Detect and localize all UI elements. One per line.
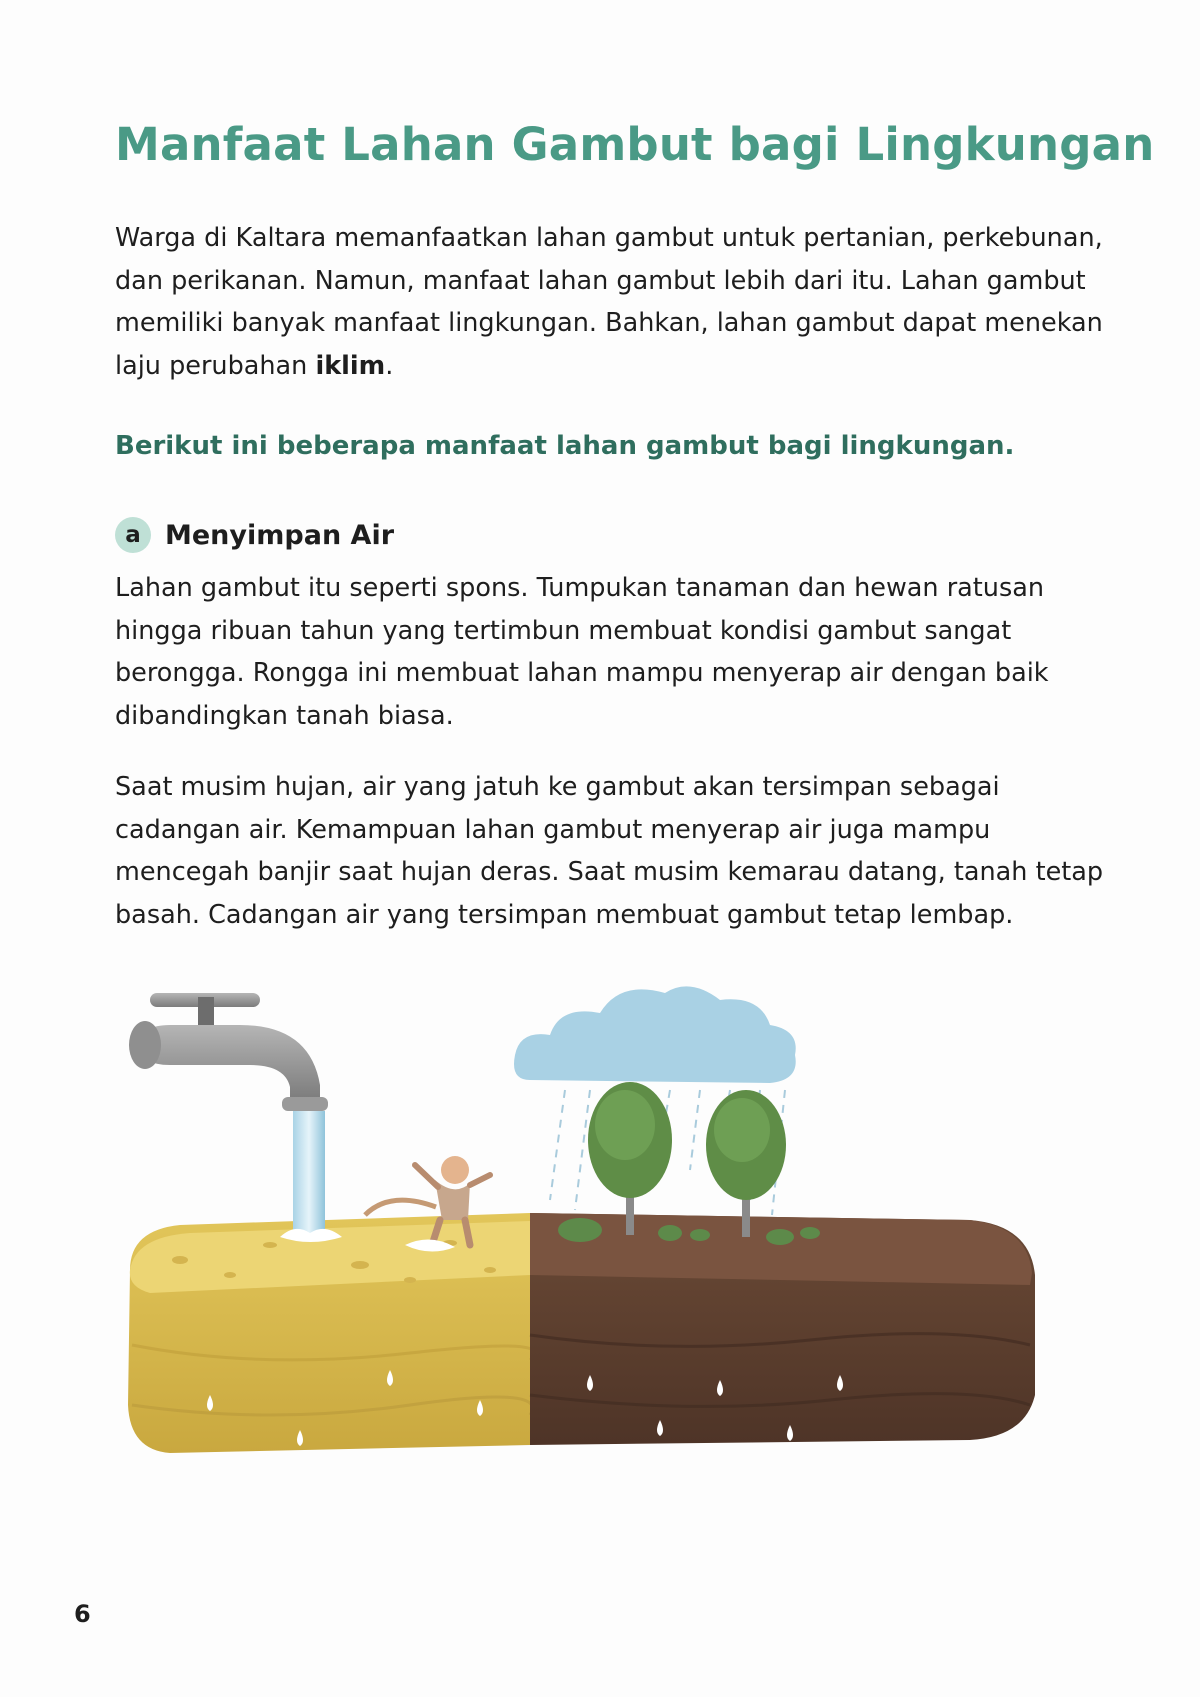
intro-bold-word: iklim [315,350,386,381]
water-stream [293,1111,325,1236]
sponge-block [128,1213,535,1453]
intro-text-end: . [385,350,394,381]
peat-block [530,1213,1035,1445]
page-title: Manfaat Lahan Gambut bagi Lingkungan [115,118,1155,171]
sponge-peat-illustration [110,975,1110,1575]
section-title: Menyimpan Air [165,519,395,551]
section-a-paragraph-2: Saat musim hujan, air yang jatuh ke gambut akan tersimpan sebagai cadangan air. Kemampuan lahan gambut menyerap air juga mampu mencegah banjir saat hujan deras. Saat musim kemarau datang, tanah tetap basah. Cadangan air yang tersimpan membuat gambut tetap lembap. [115,772,1104,930]
section-a-heading [115,515,394,555]
faucet-icon [129,993,328,1111]
page-number: 6 [74,1600,91,1628]
tree-icon [588,1082,672,1235]
intro-paragraph [115,217,1105,387]
tree-icon [706,1090,786,1237]
subheading: Berikut ini beberapa manfaat lahan gambut bagi lingkungan. [115,431,1015,461]
section-badge: a [115,517,151,553]
section-a-paragraph-1: Lahan gambut itu seperti spons. Tumpukan tanaman dan hewan ratusan hingga ribuan tahun yang tertimbun membuat kondisi gambut sangat berongga. Rongga ini membuat lahan mampu menyerap air dengan baik dibandingkan tanah biasa. [115,573,1049,731]
intro-text: Warga di Kaltara memanfaatkan lahan gambut untuk pertanian, perkebunan, dan perikanan. Namun, manfaat lahan gambut lebih dari itu. Lahan gambut memiliki banyak manfaat lingkungan. Bahkan, lahan gambut dapat menekan laju perubahan [115,223,1103,381]
